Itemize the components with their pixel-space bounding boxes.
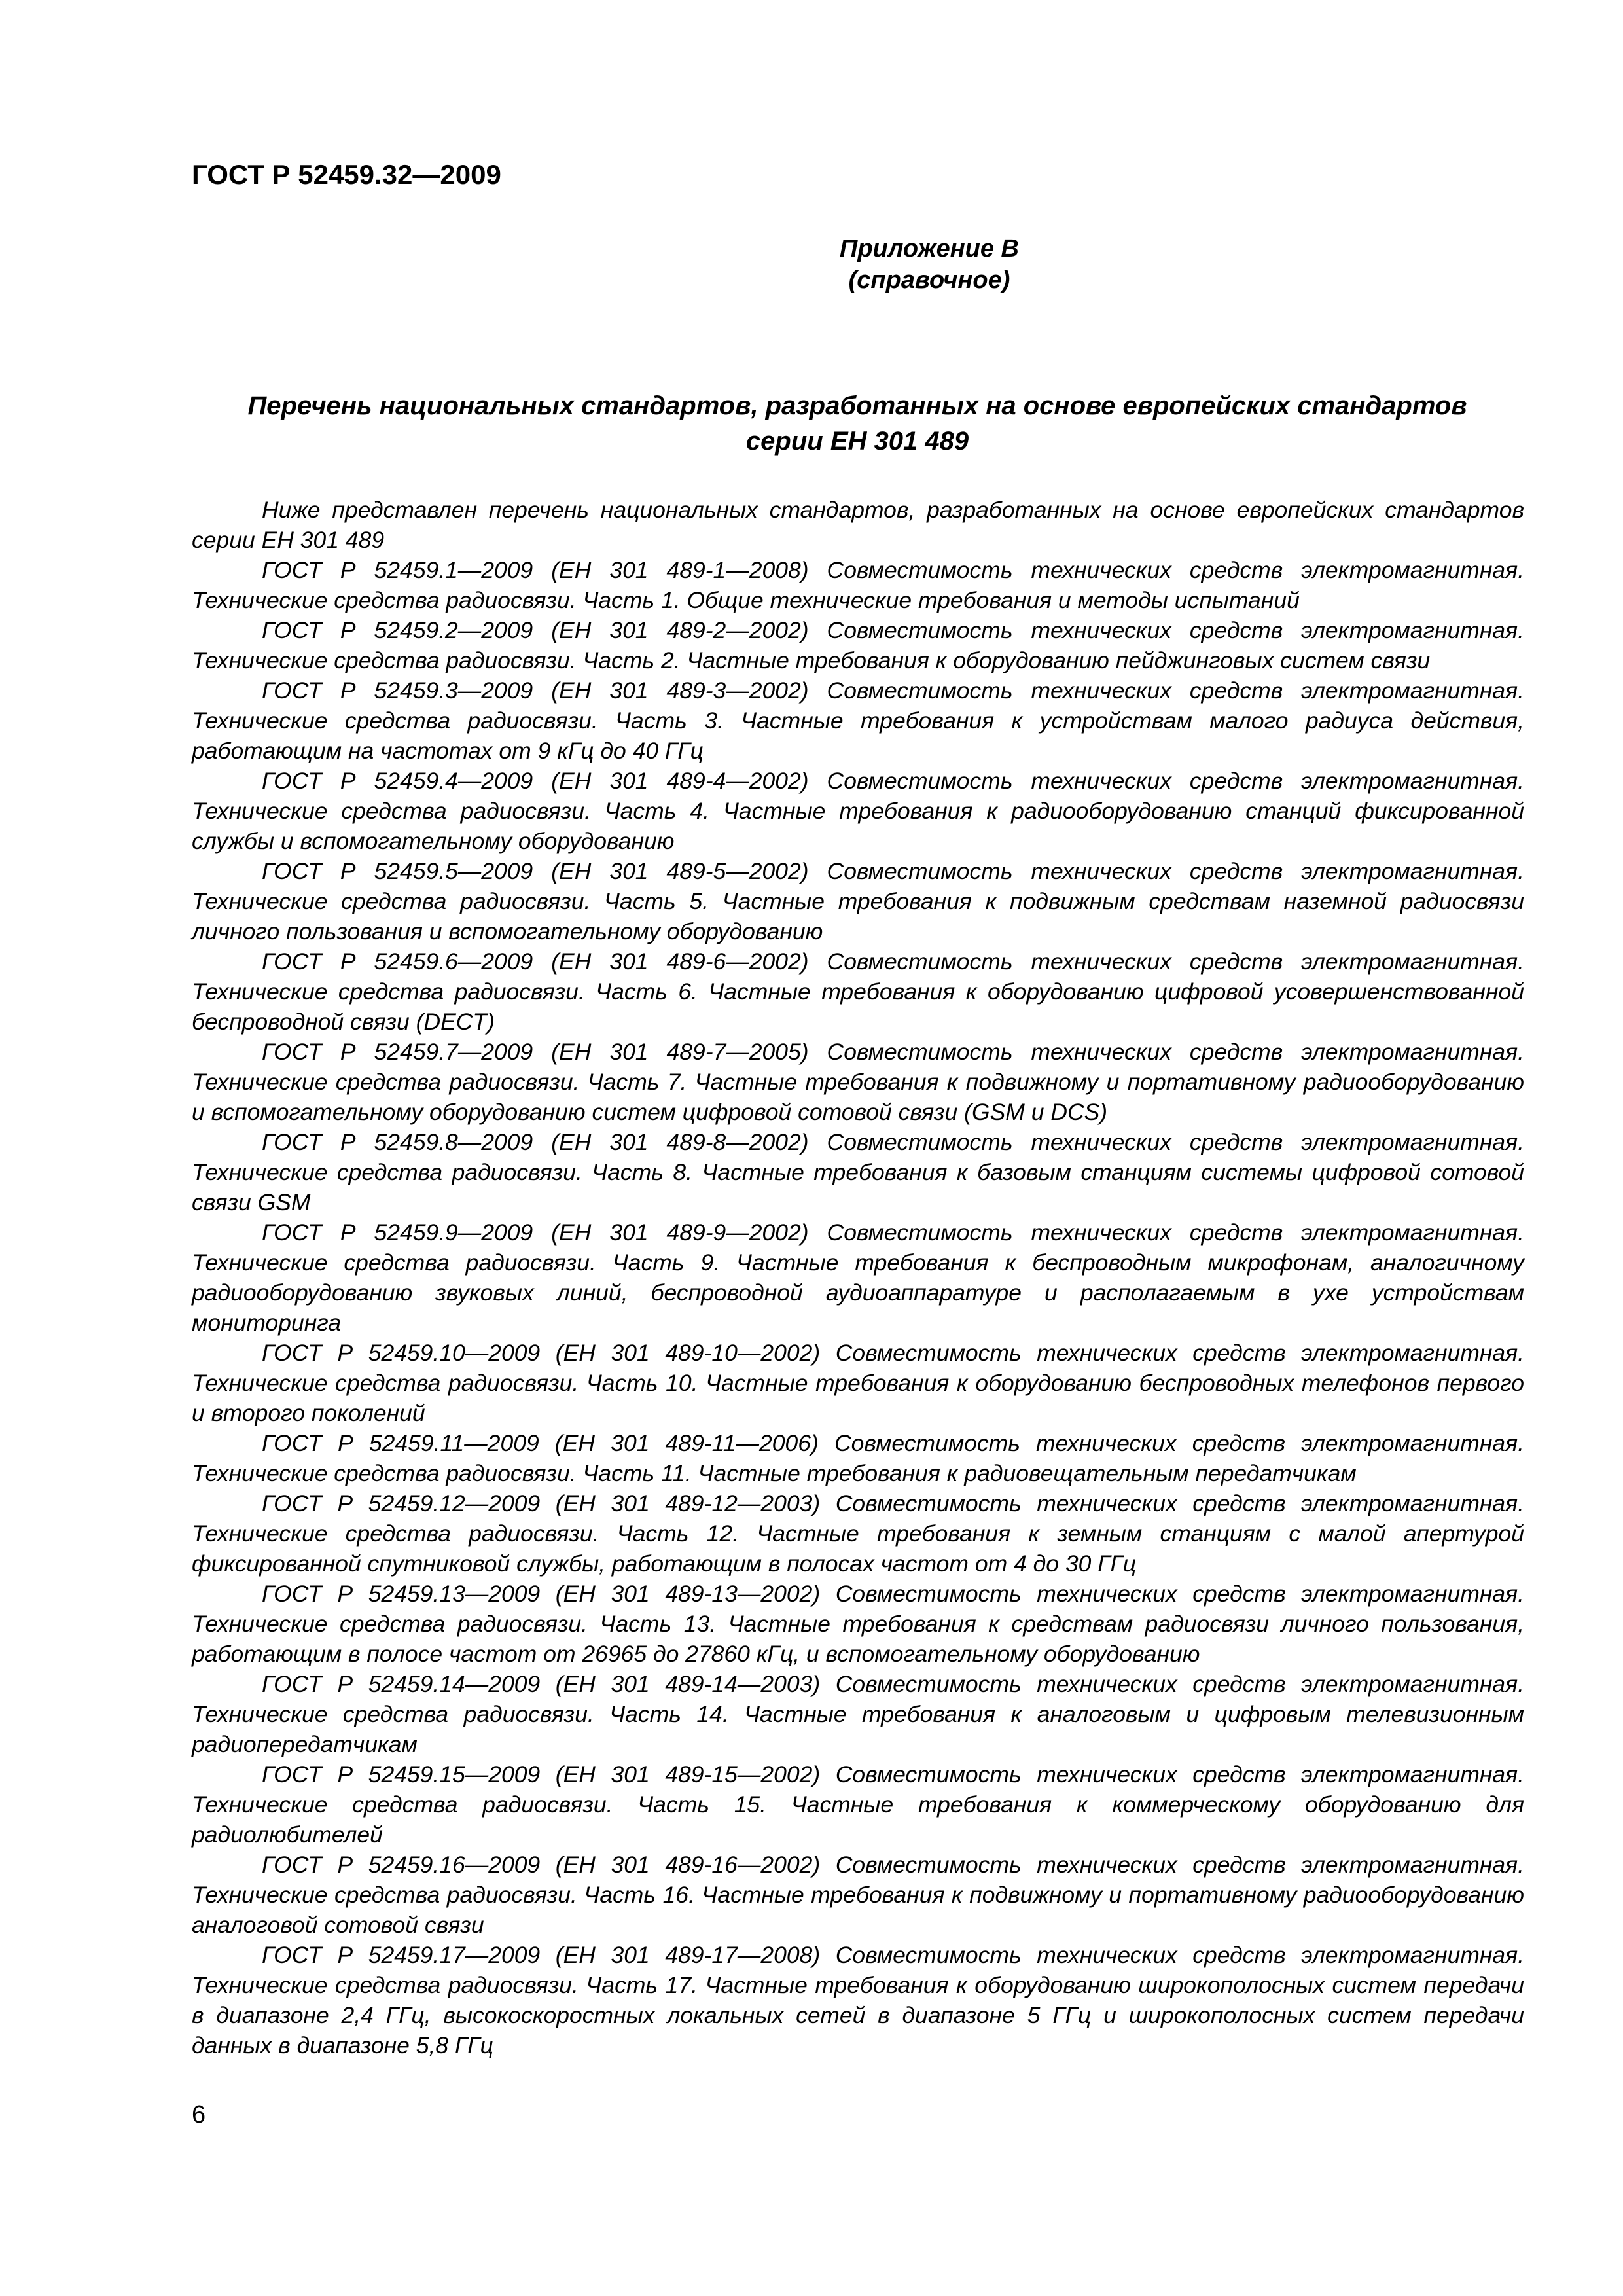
intro-paragraph: Ниже представлен перечень национальных стандартов, разработанных на основе европейских стандартов серии ЕН 301 489 — [192, 497, 1524, 553]
standard-entry: ГОСТ Р 52459.2—2009 (ЕН 301 489-2—2002) Совместимость технических средств электромагнитная. Технические средства радиосвязи. Часть 2. Частные требования к оборудованию пейджинговых систем связи — [192, 617, 1524, 673]
section-title-line-1: Перечень национальных стандартов, разработанных на основе европейских стандартов — [247, 391, 1467, 420]
standard-entry: ГОСТ Р 52459.14—2009 (ЕН 301 489-14—2003) Совместимость технических средств электромагнитная. Технические средства радиосвязи. Часть 14. Частные требования к аналоговым и цифровым телевизионным радиопередатчикам — [192, 1671, 1524, 1757]
standard-entry: ГОСТ Р 52459.4—2009 (ЕН 301 489-4—2002) Совместимость технических средств электромагнитная. Технические средства радиосвязи. Часть 4. Частные требования к радиооборудованию станций фиксированной службы и вспомогательному оборудованию — [192, 768, 1524, 854]
appendix-type: (справочное) — [848, 266, 1010, 294]
section-title-line-2: серии ЕН 301 489 — [745, 427, 969, 456]
standard-entry: ГОСТ Р 52459.10—2009 (ЕН 301 489-10—2002) Совместимость технических средств электромагнитная. Технические средства радиосвязи. Часть 10. Частные требования к оборудованию беспроводных телефонов первого и второго поколений — [192, 1340, 1524, 1426]
standard-entry: ГОСТ Р 52459.11—2009 (ЕН 301 489-11—2006) Совместимость технических средств электромагнитная. Технические средства радиосвязи. Часть 11. Частные требования к радиовещательным передатчикам — [192, 1430, 1524, 1486]
standard-entry: ГОСТ Р 52459.15—2009 (ЕН 301 489-15—2002) Совместимость технических средств электромагнитная. Технические средства радиосвязи. Часть 15. Частные требования к коммерческому оборудованию для радиолюбителей — [192, 1761, 1524, 1848]
appendix-heading — [0, 233, 1623, 296]
standard-entry: ГОСТ Р 52459.7—2009 (ЕН 301 489-7—2005) Совместимость технических средств электромагнитная. Технические средства радиосвязи. Часть 7. Частные требования к подвижному и портативному радиооборудованию и вспомогательному оборудованию систем цифровой сотовой связи (GSM и DCS) — [192, 1039, 1524, 1125]
standard-entry: ГОСТ Р 52459.13—2009 (ЕН 301 489-13—2002) Совместимость технических средств электромагнитная. Технические средства радиосвязи. Часть 13. Частные требования к средствам радиосвязи личного пользования, работающим в полосе частот от 26965 до 27860 кГц, и вспомогательному оборудованию — [192, 1581, 1524, 1667]
section-title — [192, 388, 1523, 459]
standard-entry: ГОСТ Р 52459.1—2009 (ЕН 301 489-1—2008) Совместимость технических средств электромагнитная. Технические средства радиосвязи. Часть 1. Общие технические требования и методы испытаний — [192, 557, 1524, 613]
page-number: 6 — [192, 2101, 206, 2128]
standard-entry: ГОСТ Р 52459.6—2009 (ЕН 301 489-6—2002) Совместимость технических средств электромагнитная. Технические средства радиосвязи. Часть 6. Частные требования к оборудованию цифровой усовершенствованной беспроводной связи (DECT) — [192, 948, 1524, 1035]
standard-entry: ГОСТ Р 52459.17—2009 (ЕН 301 489-17—2008) Совместимость технических средств электромагнитная. Технические средства радиосвязи. Часть 17. Частные требования к оборудованию широкополосных систем передачи в диапазоне 2,4 ГГц, высокоскоростных локальных сетей в диапазоне 5 ГГц и широкополосных систем передачи данных в диапазоне 5,8 ГГц — [192, 1942, 1524, 2058]
standard-entry: ГОСТ Р 52459.12—2009 (ЕН 301 489-12—2003) Совместимость технических средств электромагнитная. Технические средства радиосвязи. Часть 12. Частные требования к земным станциям с малой апертурой фиксированной спутниковой службы, работающим в полосах частот от 4 до 30 ГГц — [192, 1490, 1524, 1577]
standard-entry: ГОСТ Р 52459.9—2009 (ЕН 301 489-9—2002) Совместимость технических средств электромагнитная. Технические средства радиосвязи. Часть 9. Частные требования к беспроводным микрофонам, аналогичному радиооборудованию звуковых линий, беспроводной аудиоаппаратуре и располагаемым в ухе устройствам мониторинга — [192, 1219, 1524, 1336]
appendix-label: Приложение В — [839, 235, 1019, 262]
document-code: ГОСТ Р 52459.32—2009 — [192, 159, 501, 190]
standard-entry: ГОСТ Р 52459.3—2009 (ЕН 301 489-3—2002) Совместимость технических средств электромагнитная. Технические средства радиосвязи. Часть 3. Частные требования к устройствам малого радиуса действия, работающим на частотах от 9 кГц до 40 ГГц — [192, 677, 1524, 764]
standard-entry: ГОСТ Р 52459.5—2009 (ЕН 301 489-5—2002) Совместимость технических средств электромагнитная. Технические средства радиосвязи. Часть 5. Частные требования к подвижным средствам наземной радиосвязи личного пользования и вспомогательному оборудованию — [192, 858, 1524, 944]
standard-entry: ГОСТ Р 52459.8—2009 (ЕН 301 489-8—2002) Совместимость технических средств электромагнитная. Технические средства радиосвязи. Часть 8. Частные требования к базовым станциям системы цифровой сотовой связи GSM — [192, 1129, 1524, 1215]
standards-list — [192, 495, 1524, 2060]
standard-entry: ГОСТ Р 52459.16—2009 (ЕН 301 489-16—2002) Совместимость технических средств электромагнитная. Технические средства радиосвязи. Часть 16. Частные требования к подвижному и портативному радиооборудованию аналоговой сотовой связи — [192, 1852, 1524, 1938]
